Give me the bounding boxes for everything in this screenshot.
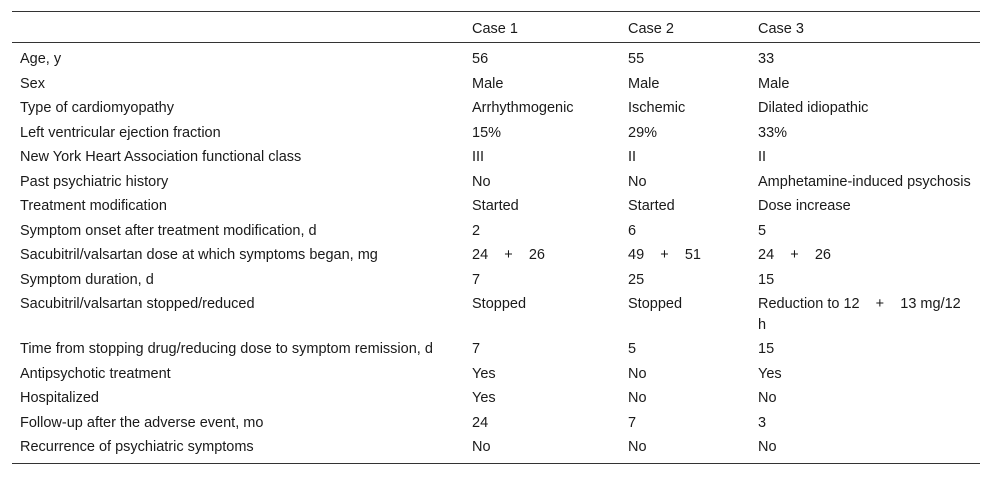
cell-case-2: 49 + 51 [628,247,701,263]
cell-case-1: Stopped [472,296,527,312]
cell-case-1: 7 [472,271,481,288]
cell-case-3: Yes [758,365,782,382]
cell-case-1: Started [472,198,519,214]
cell-case-3: No [758,390,777,406]
cell-case-3: Amphetamine-induced psychosis [758,173,971,190]
row-label: Type of cardiomyopathy [20,100,174,116]
row-label: Sacubitril/valsartan dose at which symptoms began, mg [20,247,378,263]
row-label: Age, y [20,51,62,67]
cell-case-1: 56 [472,51,489,67]
cell-case-1: Yes [472,390,496,406]
cell-case-2: No [628,365,647,382]
row-label: Recurrence of psychiatric symptoms [20,439,254,455]
row-label: Sacubitril/valsartan stopped/reduced [20,296,255,312]
table-row [12,243,980,268]
cell-case-1: 7 [472,341,481,357]
cell-case-3: 33% [758,124,788,141]
cell-case-1: III [472,149,485,165]
table-row [12,145,980,170]
row-label: Hospitalized [20,390,99,406]
row-label: Time from stopping drug/reducing dose to symptom remission, d [20,341,433,357]
cell-case-2: 55 [628,51,645,67]
table-row [12,268,980,293]
header-cell-blank [12,12,464,43]
cell-case-3: No [758,439,777,455]
cell-case-2: II [628,149,637,165]
cell-case-3: 33 [758,51,775,67]
case-comparison-table [12,11,980,464]
cell-case-3: 5 [758,222,767,239]
header-cell-case-1: Case 1 [464,12,620,43]
table-row [12,411,980,436]
cell-case-3: 3 [758,414,767,431]
header-row [12,12,980,43]
table-row [12,170,980,195]
table-row [12,362,980,387]
cell-case-3: Reduction to 12 + 13 mg/12 h [758,296,961,333]
cell-case-3: 24 + 26 [758,247,831,263]
row-label: Treatment modification [20,198,167,214]
cell-case-3: Male [758,75,790,92]
cell-case-1: Arrhythmogenic [472,100,574,116]
cell-case-2: 7 [628,414,637,431]
table-header [12,12,980,43]
cell-case-1: 24 + 26 [472,247,545,263]
table-row [12,194,980,219]
cell-case-3: II [758,149,767,165]
cell-case-3: 15 [758,271,775,288]
cell-case-1: No [472,439,491,455]
cell-case-2: Started [628,198,675,214]
cell-case-2: 5 [628,341,637,357]
cell-case-1: No [472,173,491,190]
cell-case-1: 15% [472,124,502,141]
table-row [12,96,980,121]
cell-case-1: Yes [472,365,496,382]
cell-case-3: Dose increase [758,198,851,214]
header-cell-case-3: Case 3 [750,12,980,43]
cell-case-3: Dilated idiopathic [758,100,869,116]
table-row [12,435,980,463]
cell-case-1: 2 [472,222,481,239]
row-label: Follow-up after the adverse event, mo [20,414,264,431]
row-label: Symptom duration, d [20,271,154,288]
cell-case-1: 24 [472,414,489,431]
cell-case-2: Ischemic [628,100,686,116]
row-label: New York Heart Association functional class [20,149,302,165]
cell-case-3: 15 [758,341,775,357]
table-row [12,292,980,337]
row-label: Symptom onset after treatment modification, d [20,222,317,239]
cell-case-2: No [628,439,647,455]
cell-case-2: 25 [628,271,645,288]
case-table-container [12,11,980,464]
cell-case-2: 29% [628,124,658,141]
table-body [12,43,980,464]
cell-case-1: Male [472,75,504,92]
row-label: Antipsychotic treatment [20,365,171,382]
cell-case-2: Male [628,75,660,92]
row-label: Left ventricular ejection fraction [20,124,221,141]
row-label: Past psychiatric history [20,173,169,190]
row-label: Sex [20,75,45,92]
table-row [12,337,980,362]
cell-case-2: 6 [628,222,637,239]
cell-case-2: No [628,390,647,406]
cell-case-2: No [628,173,647,190]
cell-case-2: Stopped [628,296,683,312]
table-row [12,43,980,72]
table-row [12,219,980,244]
table-row [12,386,980,411]
table-row [12,121,980,146]
table-row [12,72,980,97]
header-cell-case-2: Case 2 [620,12,750,43]
